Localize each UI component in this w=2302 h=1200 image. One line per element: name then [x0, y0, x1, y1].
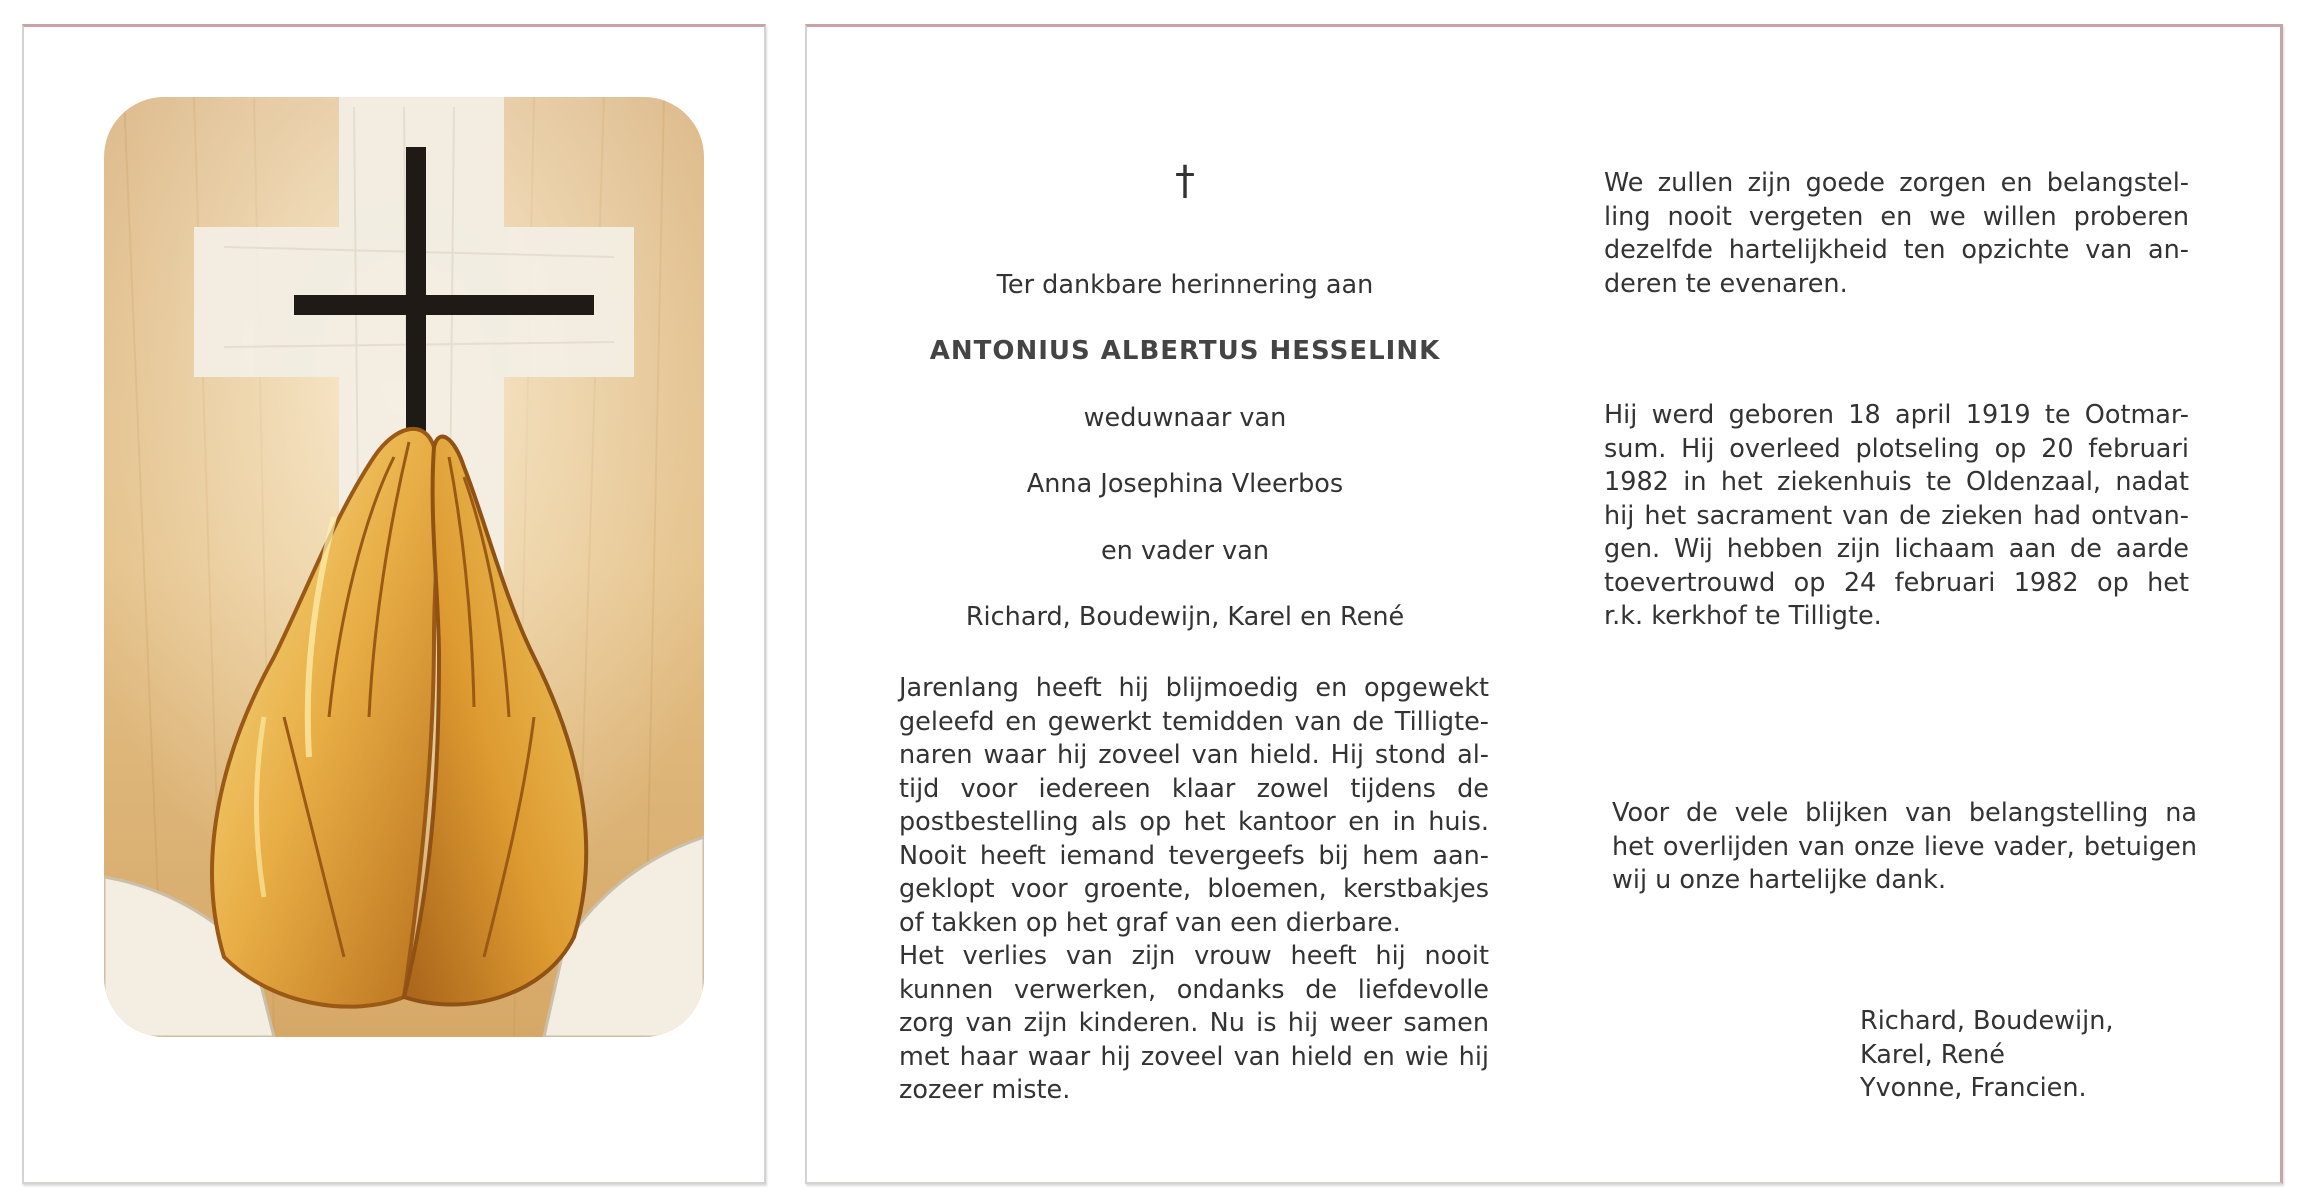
- thanks-line: Voor de vele blijken van belangstelling na: [1612, 798, 2197, 828]
- life-line: gen. Wij hebben zijn lichaam aan de aarde: [1604, 534, 2189, 564]
- biography-line: zorg van zijn kinderen. Nu is hij weer samen: [899, 1008, 1489, 1038]
- care-line: We zullen zijn goede zorgen en belangstel-: [1604, 168, 2189, 198]
- intro-line: Ter dankbare herinnering aan: [996, 270, 1374, 300]
- biography-line: Nooit heeft iemand tevergeefs bij hem aan-: [899, 840, 1489, 871]
- care-paragraph: [1604, 167, 2189, 301]
- thanks-line: het overlijden van onze lieve vader, betuigen: [1612, 831, 2197, 862]
- father-line: en vader van: [1100, 536, 1270, 566]
- biography-line: postbestelling als op het kantoor en in huis.: [899, 807, 1489, 837]
- life-paragraph: [1604, 399, 2189, 634]
- care-line: dezelfde hartelijkheid ten opzichte van an-: [1604, 235, 2189, 265]
- biography-line: naren waar hij zoveel van hield. Hij stond al-: [899, 740, 1489, 770]
- card-inside: [805, 24, 2283, 1184]
- life-line: toevertrouwd op 24 februari 1982 op het: [1604, 567, 2189, 598]
- life-line: Hij werd geboren 18 april 1919 te Ootmar-: [1604, 400, 2189, 430]
- deceased-name: ANTONIUS ALBERTUS HESSELINK: [929, 336, 1441, 366]
- biography-line: of takken op het graf van een dierbare.: [899, 907, 1401, 938]
- biography-line: zozeer miste.: [899, 1075, 1071, 1105]
- biography-line: geklopt voor groente, bloemen, kerstbakjes: [899, 874, 1489, 904]
- signature-line: Karel, René: [1860, 1039, 2005, 1070]
- thanks-paragraph: [1612, 797, 2197, 898]
- life-line: hij het sacrament van de zieken had ontvan-: [1604, 500, 2189, 531]
- biography-paragraph: [899, 672, 1489, 1108]
- biography-line: geleefd en gewerkt temidden van de Tilligte-: [899, 706, 1489, 737]
- card-front: [22, 24, 766, 1184]
- biography-line: Het verlies van zijn vrouw heeft hij nooit: [899, 941, 1489, 971]
- life-line: sum. Hij overleed plotseling op 20 februari: [1604, 433, 2189, 464]
- biography-line: tijd voor iedereen klaar zowel tijdens de: [899, 773, 1489, 804]
- life-line: r.k. kerkhof te Tilligte.: [1604, 601, 1882, 631]
- spouse-name: Anna Josephina Vleerbos: [1026, 469, 1344, 499]
- biography-line: Jarenlang heeft hij blijmoedig en opgewekt: [899, 673, 1489, 703]
- signature-line: Yvonne, Francien.: [1860, 1073, 2087, 1103]
- children-names: Richard, Boudewijn, Karel en René: [965, 602, 1405, 632]
- signature-block: [1860, 1005, 2113, 1106]
- biography-line: met haar waar hij zoveel van hield en wie hij: [899, 1041, 1489, 1072]
- care-line: deren te evenaren.: [1604, 268, 1848, 299]
- care-line: ling nooit vergeten en we willen proberen: [1604, 201, 2189, 232]
- thanks-line: wij u onze hartelijke dank.: [1612, 865, 1947, 895]
- biography-line: kunnen verwerken, ondanks de liefdevolle: [899, 974, 1489, 1005]
- signature-line: Richard, Boudewijn,: [1860, 1006, 2114, 1036]
- life-line: 1982 in het ziekenhuis te Oldenzaal, nadat: [1604, 467, 2189, 497]
- praying-hands-icon: [104, 97, 704, 1037]
- widower-line: weduwnaar van: [1083, 403, 1287, 433]
- praying-hands-image: [104, 97, 704, 1037]
- cross-symbol: †: [1175, 158, 1195, 204]
